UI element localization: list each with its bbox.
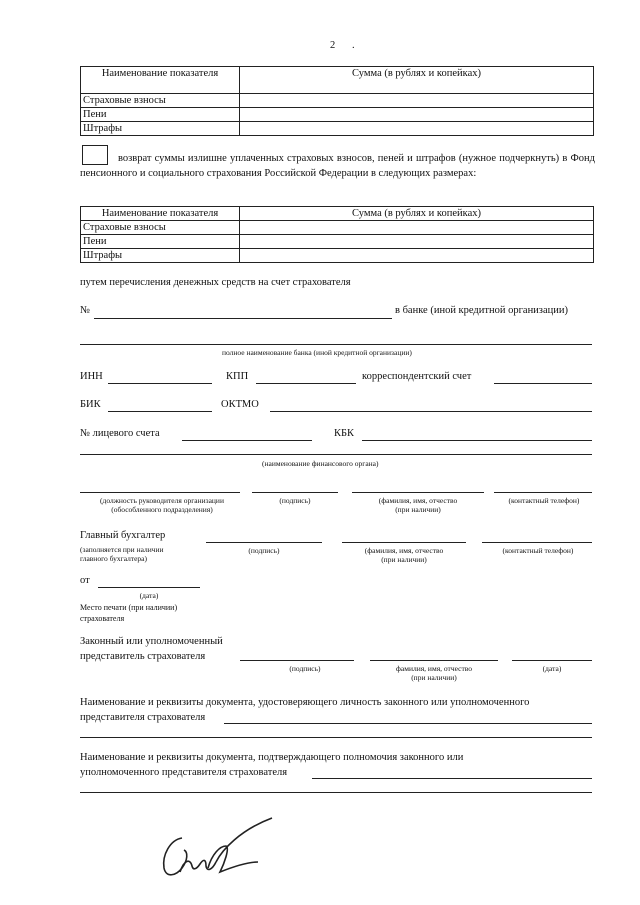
bank-label: в банке (иной кредитной организации) [395,305,568,316]
transfer-text: путем перечисления денежных средств на счет страхователя [80,277,351,288]
chief-fio-field[interactable] [342,542,466,543]
row-label: Страховые взносы [81,94,240,108]
rep-date-caption: (дата) [542,664,562,673]
identity-doc-line1: Наименование и реквизиты документа, удостоверяющего личность законного или уполномоченного [80,697,530,708]
row-value[interactable] [240,122,594,136]
authority-doc-line1: Наименование и реквизиты документа, подтверждающего полномочия законного или [80,752,464,763]
inn-label: ИНН [80,371,103,382]
date-from-label: от [80,575,90,586]
rep-fio-field[interactable] [370,660,498,661]
authority-doc-field[interactable] [312,778,592,779]
header-name-cell: Наименование показателя [81,67,240,94]
header-sum-cell: Сумма (в рублях и копейках) [240,67,594,94]
identity-doc-line2: представителя страхователя [80,712,206,723]
chief-accountant-title: Главный бухгалтер [80,530,166,541]
table-row [81,249,594,263]
date-field[interactable] [98,587,200,588]
chief-phone-field[interactable] [482,542,592,543]
chief-accountant-note: (заполняется при наличии главного бухгалтера) [80,545,164,563]
amounts-table-2 [80,206,594,263]
account-number-label: № [80,305,91,316]
table-row [81,108,594,122]
kbk-label: КБК [334,428,355,439]
rep-fio-caption: фамилия, имя, отчество (при наличии) [396,664,472,682]
table-row [81,235,594,249]
personal-account-field[interactable] [182,440,312,441]
inn-field[interactable] [108,383,212,384]
header-name-cell: Наименование показателя [81,207,240,221]
corr-account-field[interactable] [494,383,592,384]
authority-doc-field-2[interactable] [80,792,592,793]
head-phone-field[interactable] [494,492,592,493]
bank-name-field[interactable] [80,344,592,345]
head-position-field[interactable] [80,492,240,493]
row-value[interactable] [240,94,594,108]
handwritten-signature [150,810,280,890]
refund-text: возврат суммы излишне уплаченных страховых взносов, пеней и штрафов (нужное подчеркнуть) в Фонд пенсионного и социального страхования Российской Федерации в следующих размерах: [80,153,595,179]
chief-signature-caption: (подпись) [248,546,280,555]
page-number-dot: . [352,40,355,51]
kpp-label: КПП [226,371,249,382]
row-value[interactable] [240,108,594,122]
table-row [81,94,594,108]
header-sum-cell: Сумма (в рублях и копейках) [240,207,594,221]
oktmo-label: ОКТМО [221,399,259,410]
chief-phone-caption: (контактный телефон) [502,546,574,555]
chief-signature-field[interactable] [206,542,322,543]
stamp-caption: Место печати (при наличии) страхователя [80,603,178,623]
kpp-field[interactable] [256,383,356,384]
corr-account-label: корреспондентский счет [362,371,472,382]
row-label: Штрафы [81,249,240,263]
head-signature-field[interactable] [252,492,338,493]
table-header-row [81,67,594,94]
head-fio-caption: (фамилия, имя, отчество (при наличии) [378,496,458,514]
amounts-table-1 [80,66,594,136]
financial-body-field[interactable] [80,454,592,455]
row-value[interactable] [240,221,594,235]
date-caption: (дата) [139,591,159,600]
head-fio-field[interactable] [352,492,484,493]
table-row [81,122,594,136]
rep-date-field[interactable] [512,660,592,661]
identity-doc-field[interactable] [224,723,592,724]
row-label: Страховые взносы [81,221,240,235]
rep-signature-field[interactable] [240,660,354,661]
table-row [81,221,594,235]
head-phone-caption: (контактный телефон) [508,496,580,505]
table-header-row [81,207,594,221]
oktmo-field[interactable] [270,411,592,412]
row-label: Штрафы [81,122,240,136]
bank-caption: полное наименование банка (иной кредитной организации) [222,348,412,357]
account-number-field[interactable] [94,318,392,319]
page-number: 2 [330,40,336,51]
rep-signature-caption: (подпись) [289,664,321,673]
head-signature-caption: (подпись) [279,496,311,505]
identity-doc-field-2[interactable] [80,737,592,738]
personal-account-label: № лицевого счета [80,428,160,439]
row-value[interactable] [240,249,594,263]
authority-doc-line2: уполномоченного представителя страхователя [80,767,288,778]
kbk-field[interactable] [362,440,592,441]
chief-fio-caption: (фамилия, имя, отчество (при наличии) [364,546,444,564]
head-position-caption: (должность руководителя организации (обособленного подразделения) [100,496,224,514]
row-label: Пени [81,235,240,249]
representative-title: Законный или уполномоченный представитель страхователя [80,636,223,662]
bik-field[interactable] [108,411,212,412]
bik-label: БИК [80,399,101,410]
row-value[interactable] [240,235,594,249]
financial-body-caption: (наименование финансового органа) [262,459,379,468]
row-label: Пени [81,108,240,122]
